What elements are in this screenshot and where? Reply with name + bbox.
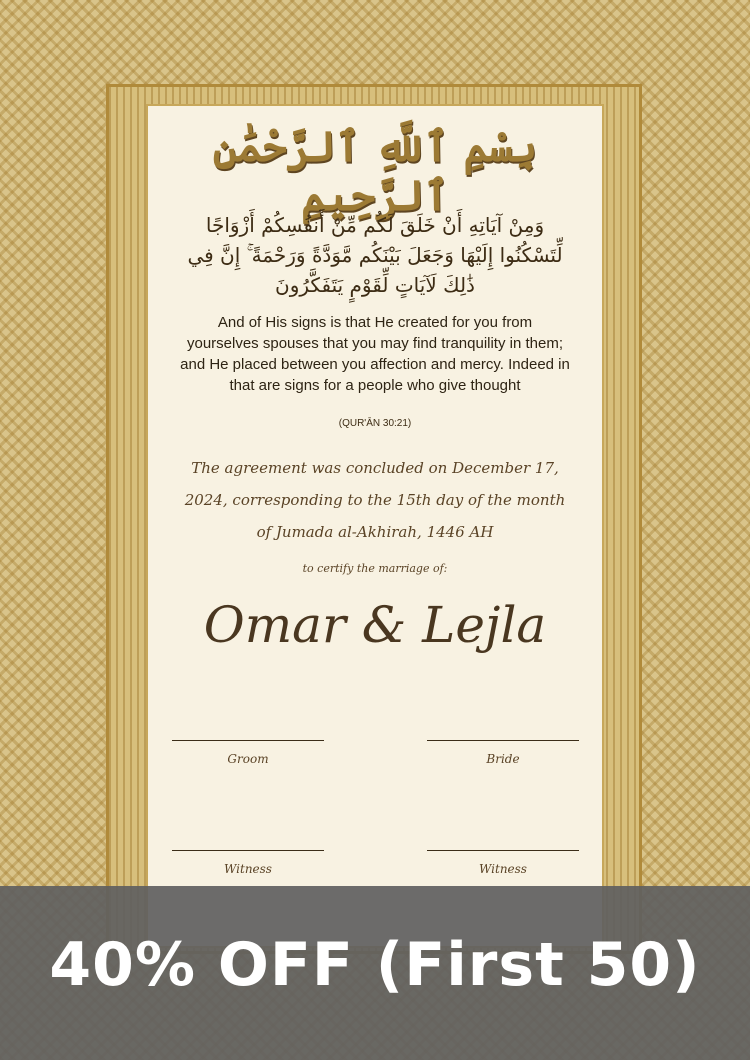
groom-signature-line[interactable] — [172, 740, 324, 741]
basmala-calligraphy: بِسْمِ ٱللَّهِ ٱلرَّحْمَٰنِ ٱلرَّحِيمِ — [212, 122, 538, 220]
bride-signature-line[interactable] — [427, 740, 579, 741]
discount-banner-text: 40% OFF (First 50) — [49, 930, 701, 1000]
couple-names: Omar & Lejla — [203, 596, 547, 654]
bride-label: Bride — [486, 752, 520, 766]
witness2-signature-line[interactable] — [427, 850, 579, 851]
witness1-signature-line[interactable] — [172, 850, 324, 851]
witness2-label: Witness — [479, 862, 527, 876]
verse-reference: (QUR'ĀN 30:21) — [338, 418, 412, 429]
arabic-verse: وَمِنْ آيَاتِهِ أَنْ خَلَقَ لَكُم مِّنْ أَنفُسِكُمْ أَزْوَاجًا لِّتَسْكُنُوا إِلَيْهَا وَجَعَلَ بَيْنَكُم مَّوَدَّةً وَرَحْمَةً ۚ إِنَّ فِي ذَٰلِكَ لَآيَاتٍ لِّقَوْمٍ يَتَفَكَّرُونَ — [187, 213, 563, 297]
groom-label: Groom — [227, 752, 269, 766]
english-translation: And of His signs is that He created for you from yourselves spouses that you may find tranquility in them; and He placed between you affection and mercy. Indeed in that are signs for a people who give thought — [180, 314, 570, 394]
witness1-label: Witness — [224, 862, 272, 876]
agreement-text: The agreement was concluded on December 17, 2024, corresponding to the 15th day of the month of Jumada al-Akhirah, 1446 AH — [184, 459, 566, 541]
certify-text: to certify the marriage of: — [302, 562, 448, 575]
